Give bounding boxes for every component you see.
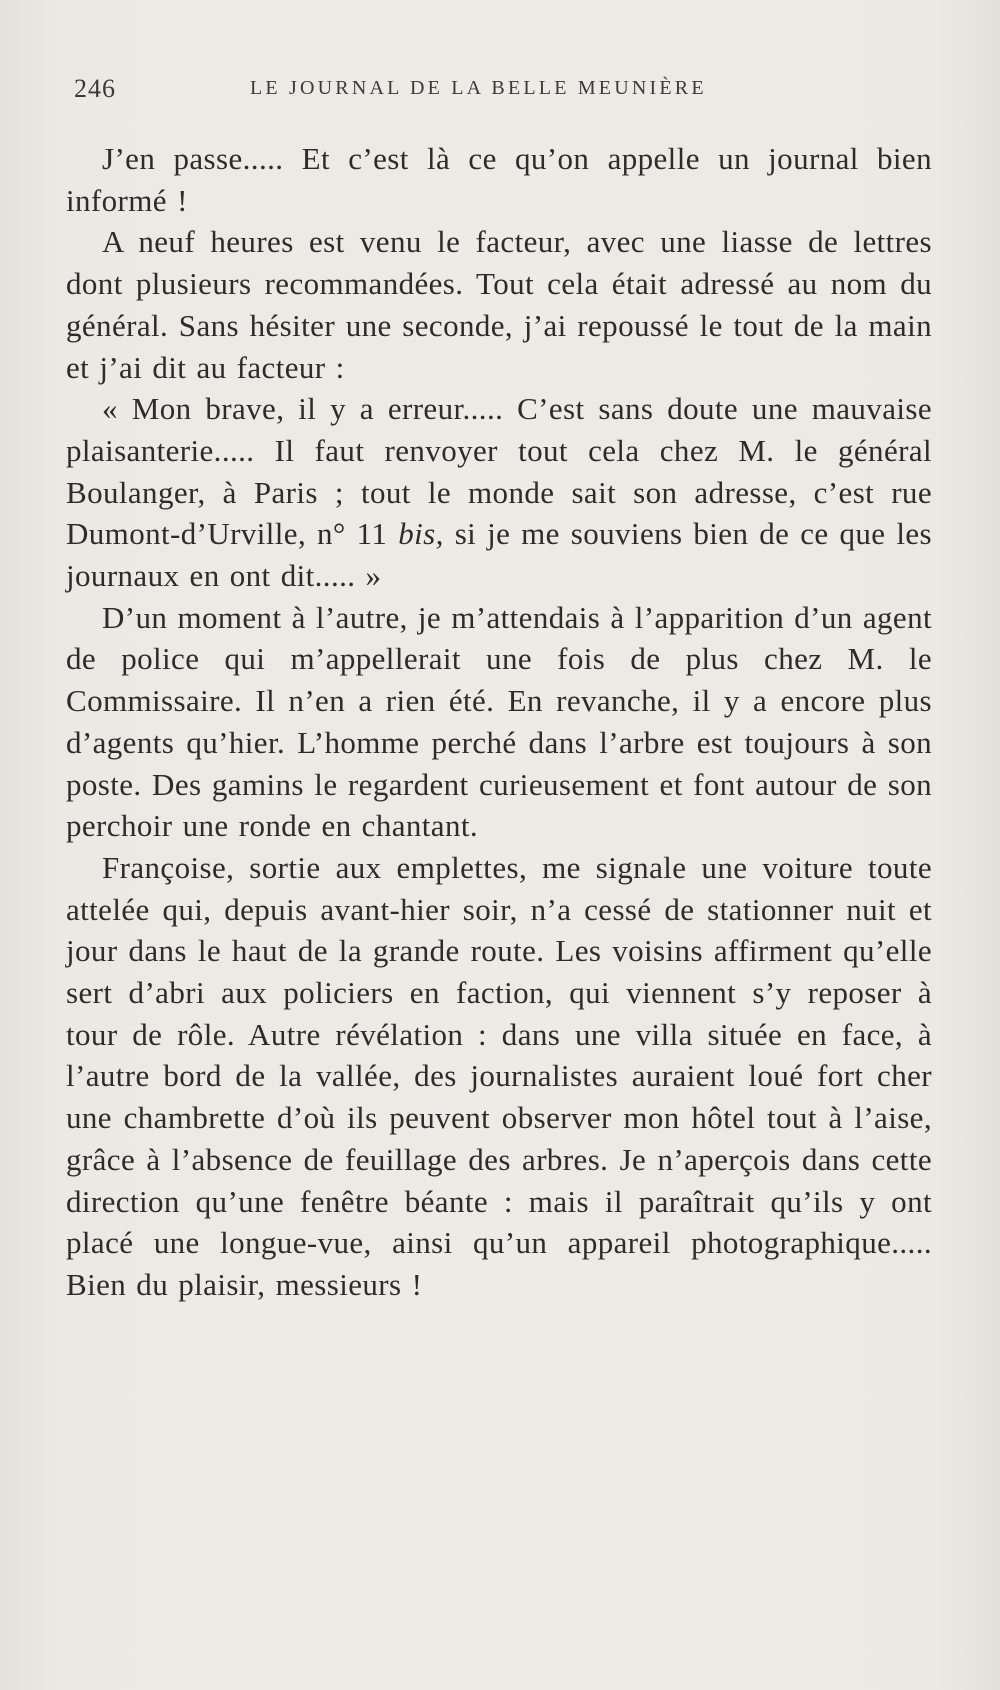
paragraph-3-italic: bis, (398, 516, 444, 552)
paragraph-5: Françoise, sortie aux emplettes, me signale une voiture toute attelée qui, depuis avant-hier soir, n’a cessé de stationner nuit et jour dans le haut de la grande route. Les voisins affirment qu’elle sert d’abri aux policiers en faction, qui viennent s’y reposer à tour de rôle. Autre révélation : dans une villa située en face, à l’autre bord de la vallée, des journalistes auraient loué fort cher une chambrette d’où ils peuvent observer mon hôtel tout à l’aise, grâce à l’absence de feuillage des arbres. Je n’aperçois dans cette direction qu’une fenêtre béante : mais il paraîtrait qu’ils y ont placé une longue-vue, ainsi qu’un appareil photographique..... Bien du plaisir, messieurs ! (66, 849, 932, 1302)
running-title: LE JOURNAL DE LA BELLE MEUNIÈRE (250, 77, 707, 99)
paragraph-3-text-after: si je me souviens bien de ce que les journaux en ont dit..... » (66, 516, 932, 594)
paragraph-2: A neuf heures est venu le facteur, avec une liasse de lettres dont plusieurs recommandées. Tout cela était adressé au nom du général. Sans hésiter une seconde, j’ai repoussé le tout de la main et j’ai dit au facteur : (66, 224, 932, 385)
page-number: 246 (74, 74, 116, 103)
body-text (66, 138, 932, 1306)
paragraph-4: D’un moment à l’autre, je m’attendais à l’apparition d’un agent de police qui m’appellerait une fois de plus chez M. le Commissaire. Il n’en a rien été. En revanche, il y a encore plus d’agents qu’hier. L’homme perché dans l’arbre est toujours à son poste. Des gamins le regardent curieusement et font autour de son perchoir une ronde en chantant. (66, 599, 932, 844)
running-head (74, 74, 874, 108)
paragraph-3-text-before: « Mon brave, il y a erreur..... C’est sans doute une mauvaise plaisanterie..... Il faut renvoyer tout cela chez M. le général Boulanger, à Paris ; tout le monde sait son adresse, c’est rue Dumont-d’Urville, n° 11 (66, 391, 932, 552)
paragraph-1: J’en passe..... Et c’est là ce qu’on appelle un journal bien informé ! (66, 141, 932, 218)
paragraph-3 (66, 388, 932, 597)
